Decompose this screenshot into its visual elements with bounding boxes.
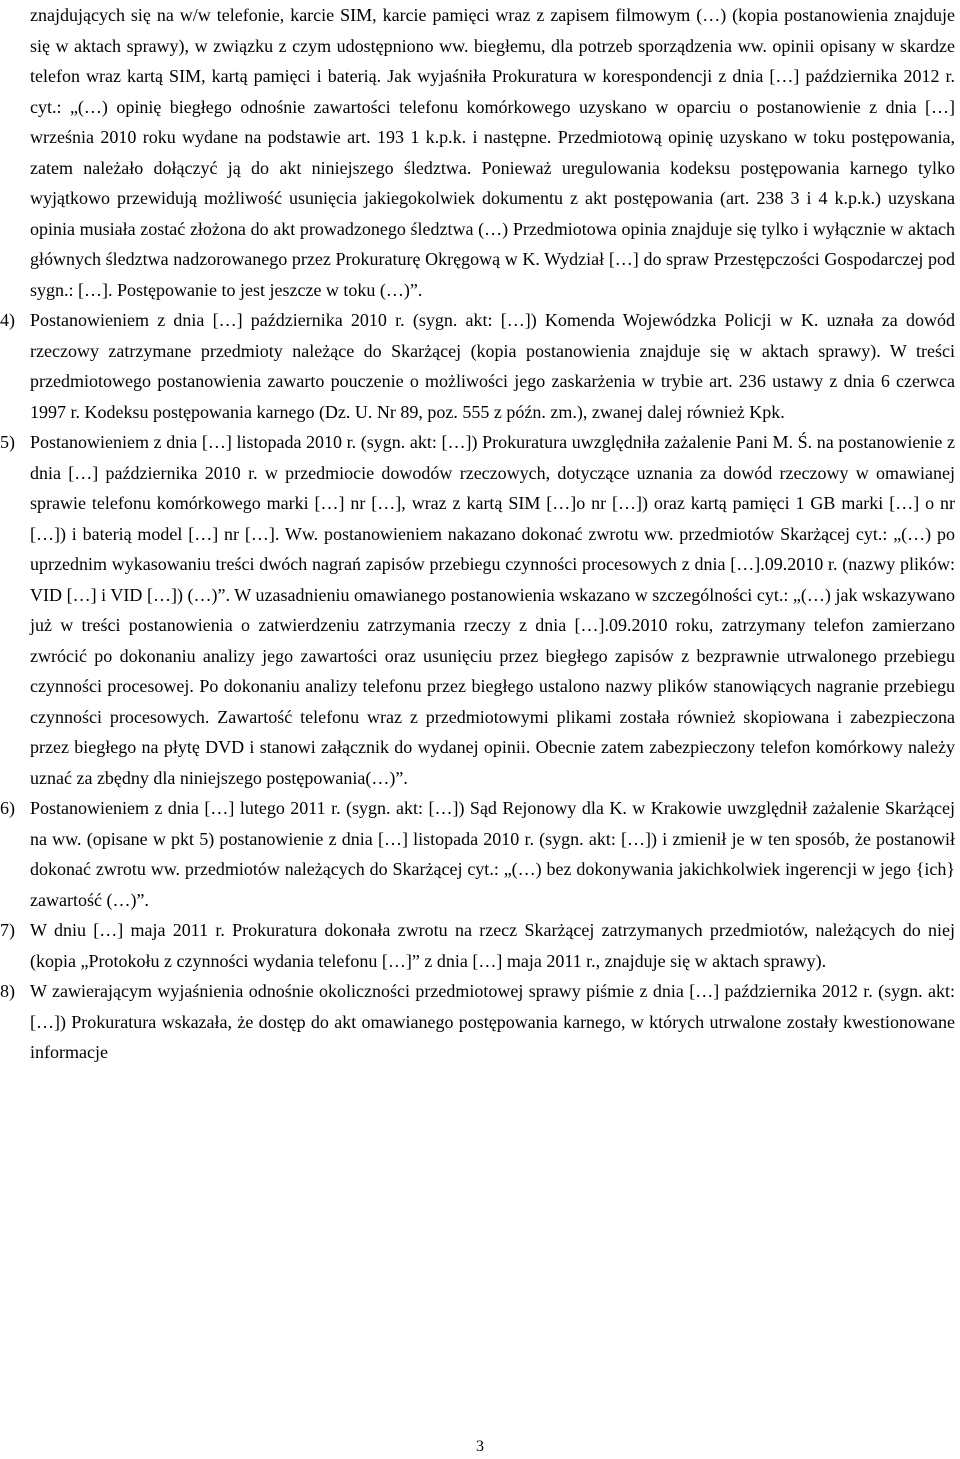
list-item: 7) W dniu […] maja 2011 r. Prokuratura dokonała zwrotu na rzecz Skarżącej zatrzymanych przedmiotów, należących do niej (kopia „Protokołu z czynności wydania telefonu […]” z dnia […] maja 2011 r., znajduje się w aktach sprawy). <box>30 915 955 976</box>
page-number: 3 <box>476 1438 484 1455</box>
list-item-text: Postanowieniem z dnia […] lutego 2011 r. (sygn. akt: […]) Sąd Rejonowy dla K. w Krakowie uwzględnił zażalenie Skarżącej na ww. (opisane w pkt 5) postanowienie z dnia […] listopada 2010 r. (sygn. akt: […]) i zmienił je w ten sposób, że postanowił dokonać zwrotu ww. przedmiotów należących do Skarżącej cyt.: „(…) bez dokonywania jakichkolwiek ingerencji w jego {ich} zawartość (…)”. <box>30 798 955 910</box>
numbered-list <box>0 305 955 1068</box>
list-item: 4) Postanowieniem z dnia […] października 2010 r. (sygn. akt: […]) Komenda Wojewódzka Policji w K. uznała za dowód rzeczowy zatrzymane przedmioty należące do Skarżącej (kopia postanowienia znajduje się w aktach sprawy). W treści przedmiotowego postanowienia zawarto pouczenie o możliwości jego zaskarżenia w trybie art. 236 ustawy z dnia 6 czerwca 1997 r. Kodeksu postępowania karnego (Dz. U. Nr 89, poz. 555 z późn. zm.), zwanej dalej również Kpk. <box>30 305 955 427</box>
list-item-text: Postanowieniem z dnia […] listopada 2010 r. (sygn. akt: […]) Prokuratura uwzględniła zażalenie Pani M. Ś. na postanowienie z dnia […] października 2010 r. w przedmiocie dowodów rzeczowych, dotyczące uznania za dowód rzeczowy w omawianej sprawie telefonu komórkowego marki […] nr […], wraz z kartą SIM […]o nr […]) oraz kartą pamięci 1 GB marki […] o nr […]) i baterią model […] nr […]. Ww. postanowieniem nakazano dokonać zwrotu ww. przedmiotów Skarżącej cyt.: „(…) po uprzednim wykasowaniu treści dwóch nagrań zapisów przebiegu czynności procesowych z dnia […].09.2010 r. (nazwy plików: VID […] i VID […]) (…)”. W uzasadnieniu omawianego postanowienia wskazano w szczególności cyt.: „(…) jak wskazywano już w treści postanowienia o zatwierdzeniu zatrzymania rzeczy z dnia […].09.2010 roku, zatrzymany telefon zamierzano zwrócić po dokonaniu analizy jego zawartości oraz usunięciu przez biegłego zapisów z bezprawnie utrwalonego przebiegu czynności procesowej. Po dokonaniu analizy telefonu przez biegłego ustalono nazwy plików stanowiących nagranie przebiegu czynności procesowych. Zawartość telefonu wraz z przedmiotowymi plikami została również skopiowana i zabezpieczona przez biegłego na płytę DVD i stanowi załącznik do wydanej opinii. Obecnie zatem zabezpieczony telefon komórkowy należy uznać za zbędny dla niniejszego postępowania(…)”. <box>30 432 955 788</box>
list-item: 6) Postanowieniem z dnia […] lutego 2011 r. (sygn. akt: […]) Sąd Rejonowy dla K. w Krakowie uwzględnił zażalenie Skarżącej na ww. (opisane w pkt 5) postanowienie z dnia […] listopada 2010 r. (sygn. akt: […]) i zmienił je w ten sposób, że postanowił dokonać zwrotu ww. przedmiotów należących do Skarżącej cyt.: „(…) bez dokonywania jakichkolwiek ingerencji w jego {ich} zawartość (…)”. <box>30 793 955 915</box>
list-item: 8) W zawierającym wyjaśnienia odnośnie okoliczności przedmiotowej sprawy piśmie z dnia […] października 2012 r. (sygn. akt: […]) Prokuratura wskazała, że dostęp do akt omawianego postępowania karnego, w których utrwalone zostały kwestionowane informacje <box>30 976 955 1068</box>
list-item-text: Postanowieniem z dnia […] października 2010 r. (sygn. akt: […]) Komenda Wojewódzka Policji w K. uznała za dowód rzeczowy zatrzymane przedmioty należące do Skarżącej (kopia postanowienia znajduje się w aktach sprawy). W treści przedmiotowego postanowienia zawarto pouczenie o możliwości jego zaskarżenia w trybie art. 236 ustawy z dnia 6 czerwca 1997 r. Kodeksu postępowania karnego (Dz. U. Nr 89, poz. 555 z późn. zm.), zwanej dalej również Kpk. <box>30 310 955 422</box>
list-item-text: W zawierającym wyjaśnienia odnośnie okoliczności przedmiotowej sprawy piśmie z dnia […] października 2012 r. (sygn. akt: […]) Prokuratura wskazała, że dostęp do akt omawianego postępowania karnego, w których utrwalone zostały kwestionowane informacje <box>30 981 955 1062</box>
list-item: 5) Postanowieniem z dnia […] listopada 2010 r. (sygn. akt: […]) Prokuratura uwzględniła zażalenie Pani M. Ś. na postanowienie z dnia […] października 2010 r. w przedmiocie dowodów rzeczowych, dotyczące uznania za dowód rzeczowy w omawianej sprawie telefonu komórkowego marki […] nr […], wraz z kartą SIM […]o nr […]) oraz kartą pamięci 1 GB marki […] o nr […]) i baterią model […] nr […]. Ww. postanowieniem nakazano dokonać zwrotu ww. przedmiotów Skarżącej cyt.: „(…) po uprzednim wykasowaniu treści dwóch nagrań zapisów przebiegu czynności procesowych z dnia […].09.2010 r. (nazwy plików: VID […] i VID […]) (…)”. W uzasadnieniu omawianego postanowienia wskazano w szczególności cyt.: „(…) jak wskazywano już w treści postanowienia o zatwierdzeniu zatrzymania rzeczy z dnia […].09.2010 roku, zatrzymany telefon zamierzano zwrócić po dokonaniu analizy jego zawartości oraz usunięciu przez biegłego zapisów z bezprawnie utrwalonego przebiegu czynności procesowej. Po dokonaniu analizy telefonu przez biegłego ustalono nazwy plików stanowiących nagranie przebiegu czynności procesowych. Zawartość telefonu wraz z przedmiotowymi plikami została również skopiowana i zabezpieczona przez biegłego na płytę DVD i stanowi załącznik do wydanej opinii. Obecnie zatem zabezpieczony telefon komórkowy należy uznać za zbędny dla niniejszego postępowania(…)”. <box>30 427 955 793</box>
continuation-paragraph: znajdujących się na w/w telefonie, karcie SIM, karcie pamięci wraz z zapisem filmowym (…) (kopia postanowienia znajduje się w aktach sprawy), w związku z czym udostępniono ww. biegłemu, dla potrzeb sporządzenia ww. opinii opisany w skardze telefon wraz kartą SIM, kartą pamięci i baterią. Jak wyjaśniła Prokuratura w korespondencji z dnia […] października 2012 r. cyt.: „(…) opinię biegłego odnośnie zawartości telefonu komórkowego uzyskano w oparciu o postanowienie z dnia […] września 2010 roku wydane na podstawie art. 193 1 k.p.k. i następne. Przedmiotową opinię uzyskano w toku postępowania, zatem należało dołączyć ją do akt niniejszego śledztwa. Ponieważ uregulowania kodeksu postępowania karnego tylko wyjątkowo przewidują możliwość usunięcia jakiegokolwiek dokumentu z akt postępowania (art. 238 3 i 4 k.p.k.) uzyskana opinia musiała zostać złożona do akt prowadzonego śledztwa (…) Przedmiotowa opinia znajduje się tylko i wyłącznie w aktach głównych śledztwa nadzorowanego przez Prokuraturę Okręgową w K. Wydział […] do spraw Przestępczości Gospodarczej pod sygn.: […]. Postępowanie to jest jeszcze w toku (…)”. <box>30 5 955 300</box>
list-item-text: W dniu […] maja 2011 r. Prokuratura dokonała zwrotu na rzecz Skarżącej zatrzymanych przedmiotów, należących do niej (kopia „Protokołu z czynności wydania telefonu […]” z dnia […] maja 2011 r., znajduje się w aktach sprawy). <box>30 920 955 971</box>
